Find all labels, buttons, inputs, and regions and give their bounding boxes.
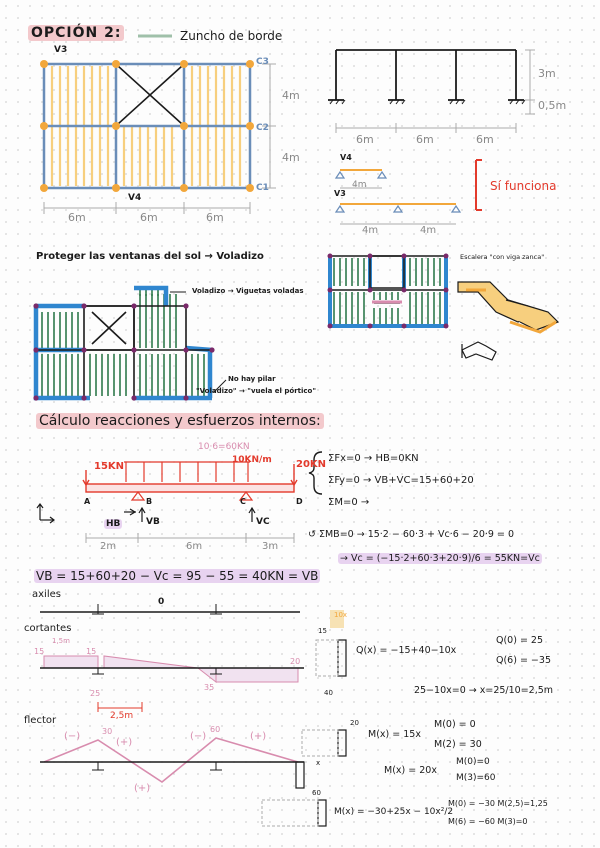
voladizo-note: Voladizo → Viguetas voladas <box>192 287 304 295</box>
reaction-vc: VC <box>256 517 270 527</box>
moment-sign-3: (−) <box>190 731 207 742</box>
escalera-note: Escalera "con viga zanca" <box>460 253 545 261</box>
reaction-vb: VB <box>146 517 160 527</box>
point-d: D <box>296 497 303 506</box>
fbd-label-60: 60 <box>312 789 321 797</box>
equation-moment-b: ↺ ΣMB=0 → 15·2 − 60·3 + Vc·6 − 20·9 = 0 <box>308 529 514 540</box>
legend-label: Zuncho de borde <box>180 29 283 43</box>
beam-sketches <box>336 160 482 224</box>
moment-sign-5: (+) <box>134 783 151 794</box>
cortantes-label: cortantes <box>24 623 72 634</box>
shear-label-25: 25 <box>90 689 101 698</box>
shear-q6: Q(6) = −35 <box>496 655 551 666</box>
shear-zero-position: 2,5m <box>110 711 134 721</box>
moment-sign-2: (+) <box>116 737 133 748</box>
floor-plan-1 <box>40 36 276 214</box>
equation-sum-m: ΣM=0 → <box>328 497 370 508</box>
fbd-label-15: 15 <box>318 627 327 635</box>
point-b: B <box>146 497 153 506</box>
equation-vb: VB = 15+60+20 − Vc = 95 − 55 = 40KN = VB <box>36 569 319 583</box>
span-6m: 6m <box>186 541 203 552</box>
floor-plan-2 <box>33 288 226 401</box>
loaded-beam <box>37 452 322 543</box>
dim-6m-a: 6m <box>68 211 86 224</box>
floor-plan-3 <box>328 254 449 329</box>
stair-sketch <box>458 282 558 360</box>
shear-label-20: 20 <box>290 657 301 666</box>
moment-value-60: 60 <box>210 725 221 734</box>
shear-label-35: 35 <box>204 683 215 692</box>
moment-sign-4: (+) <box>250 731 267 742</box>
node-label-v3: V3 <box>54 45 68 55</box>
calc-title: Cálculo reacciones y esfuerzos internos: <box>36 413 324 429</box>
node-label-v4: V4 <box>128 193 142 203</box>
moment-eq-1b: M(2) = 30 <box>434 739 482 750</box>
protect-note: Proteger las ventanas del sol → Voladizo <box>36 251 264 262</box>
moment-eq-3b: M(6) = −60 M(3)=0 <box>448 817 528 826</box>
equation-sum-fy: ΣFy=0 → VB+VC=15+60+20 <box>328 475 474 486</box>
moment-eq-1: M(x) = 15x <box>368 729 421 740</box>
fbd-label-10x: 10x <box>334 611 348 619</box>
axial-value: 0 <box>158 597 165 607</box>
beam-v3-dim-2: 4m <box>420 225 437 236</box>
flector-label: flector <box>24 715 57 726</box>
node-label-c2: C2 <box>256 123 269 133</box>
dim-4m-upper: 4m <box>282 89 300 102</box>
point-load-left: 15KN <box>94 461 125 472</box>
shear-label-15m: 1,5m <box>52 637 70 645</box>
beam-v3-label: V3 <box>334 189 346 198</box>
shear-label-15a: 15 <box>34 647 45 656</box>
moment-eq-2b: M(3)=60 <box>456 773 496 783</box>
point-load-right: 20KN <box>296 459 327 470</box>
dist-load-label: 10KN/m <box>232 455 272 465</box>
dim-4m-lower: 4m <box>282 151 300 164</box>
shear-label-15b: 15 <box>86 647 97 656</box>
shear-zero-eq: 25−10x=0 → x=25/10=2,5m <box>414 685 554 696</box>
no-pilar-note: No hay pilar <box>228 375 276 383</box>
equation-vc: → Vc = (−15·2+60·3+20·9)/6 = 55KN=Vc <box>340 553 540 564</box>
fbd-label-20: 20 <box>350 719 359 727</box>
moment-eq-3: M(x) = −30+25x − 10x²/2 <box>334 807 454 817</box>
equation-sum-fx: ΣFx=0 → HB=0KN <box>328 453 419 464</box>
moment-sign-1: (−) <box>64 731 81 742</box>
shear-equation: Q(x) = −15+40−10x <box>356 645 457 656</box>
vuela-portico-note: "Voladizo" → "vuela el pórtico" <box>196 387 317 395</box>
moment-eq-3a: M(0) = −30 M(2,5)=1,25 <box>448 799 548 808</box>
shear-q0: Q(0) = 25 <box>496 635 544 646</box>
beam-v3-dim-1: 4m <box>362 225 379 236</box>
option-title: OPCIÓN 2: <box>28 25 124 41</box>
moment-eq-2: M(x) = 20x <box>384 765 437 776</box>
frame-height-05m: 0,5m <box>538 99 567 112</box>
frame-span-1: 6m <box>356 133 374 146</box>
dim-6m-c: 6m <box>206 211 224 224</box>
span-3m: 3m <box>262 541 279 552</box>
fbd-label-x: x <box>316 759 321 767</box>
load-total: 10·6=60KN <box>198 442 250 452</box>
span-2m: 2m <box>100 541 117 552</box>
fbd-label-40: 40 <box>324 689 333 697</box>
reaction-hb: HB <box>106 519 121 529</box>
point-c: C <box>240 497 246 506</box>
frame-height-3m: 3m <box>538 67 556 80</box>
moment-eq-1a: M(0) = 0 <box>434 719 476 730</box>
node-label-c3: C3 <box>256 57 269 67</box>
beam-v4-dim: 4m <box>352 180 367 190</box>
node-label-c1: C1 <box>256 183 269 193</box>
internal-force-diagrams <box>40 604 346 826</box>
beam-v4-label: V4 <box>340 153 352 162</box>
axiles-label: axiles <box>32 589 61 600</box>
verdict-text: Sí funciona <box>490 179 557 193</box>
dim-6m-b: 6m <box>140 211 158 224</box>
moment-value-30: 30 <box>102 727 113 736</box>
point-a: A <box>84 497 91 506</box>
frame-span-3: 6m <box>476 133 494 146</box>
frame-elevation <box>328 50 535 133</box>
frame-span-2: 6m <box>416 133 434 146</box>
moment-eq-2a: M(0)=0 <box>456 757 490 767</box>
